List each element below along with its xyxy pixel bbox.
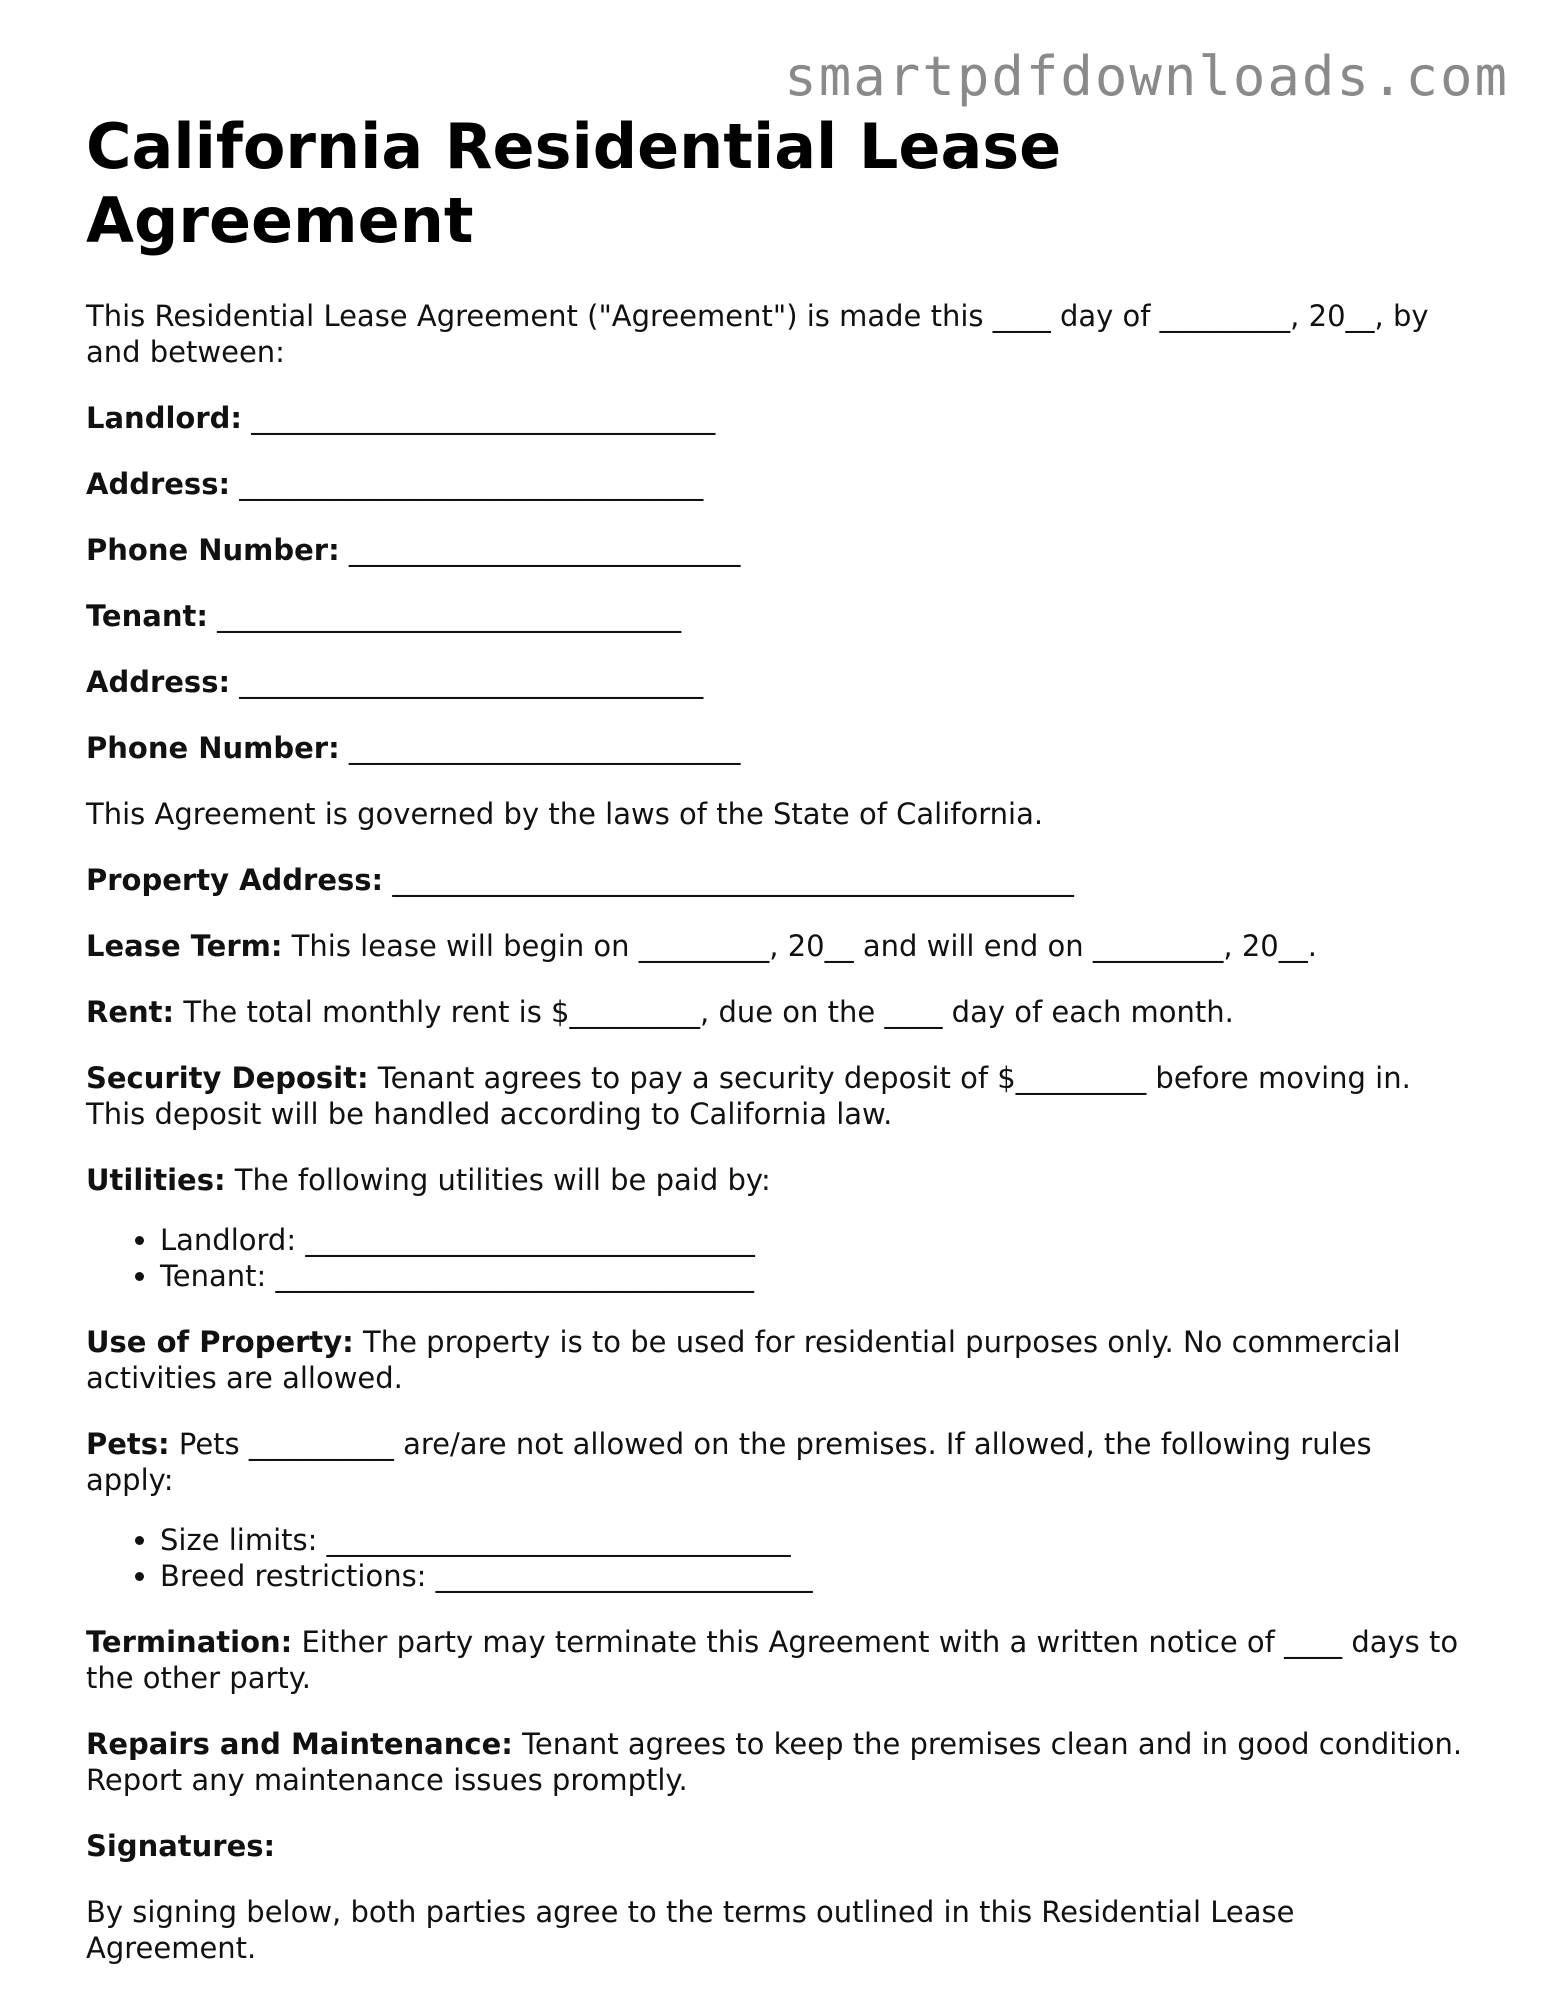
field-label: Landlord: xyxy=(86,401,242,435)
termination-section xyxy=(86,1624,1466,1696)
field-label: Address: xyxy=(86,467,231,501)
section-label: Repairs and Maintenance: xyxy=(86,1727,513,1761)
section-label: Security Deposit: xyxy=(86,1061,369,1095)
section-text: Tenant agrees to keep the premises clean and in good condition. Report any maintenance issues promptly. xyxy=(86,1727,1463,1797)
page-title: California Residential Lease Agreement xyxy=(86,110,1062,257)
intro-paragraph: This Residential Lease Agreement ("Agreement") is made this ____ day of _________, 20__, by and between: xyxy=(86,299,1429,369)
section-label: Use of Property: xyxy=(86,1325,354,1359)
section-label: Rent: xyxy=(86,995,175,1029)
repairs-section xyxy=(86,1726,1466,1798)
use-of-property-section xyxy=(86,1324,1466,1396)
field-blank: ___________________________ xyxy=(339,731,741,765)
watermark: smartpdfdownloads.com xyxy=(784,45,1509,108)
tenant-address-field xyxy=(86,664,1466,700)
utilities-section xyxy=(86,1162,1466,1198)
field-blank: ________________________________ xyxy=(230,665,704,699)
section-text: Pets __________ are/are not allowed on the premises. If allowed, the following rules apply: xyxy=(86,1427,1372,1497)
landlord-phone-field xyxy=(86,532,1466,568)
list-item: • Size limits: ________________________________ xyxy=(160,1522,1466,1558)
list-item: • Landlord: _______________________________ xyxy=(160,1222,1466,1258)
lease-term-section xyxy=(86,928,1466,964)
section-text: Tenant agrees to pay a security deposit of $_________ before moving in. This deposit will be handled according to California law. xyxy=(86,1061,1411,1131)
section-label: Signatures: xyxy=(86,1829,276,1863)
section-text: The total monthly rent is $_________, due on the ____ day of each month. xyxy=(174,995,1234,1029)
field-label: Phone Number: xyxy=(86,731,340,765)
field-label: Address: xyxy=(86,665,231,699)
pets-section xyxy=(86,1426,1466,1498)
pets-rules-list xyxy=(86,1522,1466,1594)
section-label: Utilities: xyxy=(86,1163,226,1197)
section-label: Property Address: xyxy=(86,863,384,897)
security-deposit-section xyxy=(86,1060,1466,1132)
section-text: The following utilities will be paid by: xyxy=(225,1163,771,1197)
section-label: Termination: xyxy=(86,1625,293,1659)
section-label: Lease Term: xyxy=(86,929,283,963)
field-blank: ________________________________ xyxy=(207,599,682,633)
section-text: Either party may terminate this Agreement with a written notice of ____ days to the other party. xyxy=(86,1625,1459,1695)
section-label: Pets: xyxy=(86,1427,170,1461)
field-blank: ___________________________ xyxy=(339,533,741,567)
signatures-heading xyxy=(86,1828,1466,1864)
list-item: • Tenant: _________________________________ xyxy=(160,1258,1466,1294)
field-label: Tenant: xyxy=(86,599,208,633)
section-text: The property is to be used for residential purposes only. No commercial activities are allowed. xyxy=(86,1325,1401,1395)
landlord-name-field xyxy=(86,400,1466,436)
list-item: • Breed restrictions: __________________________ xyxy=(160,1558,1466,1594)
field-blank: ________________________________ xyxy=(230,467,704,501)
signatures-paragraph: By signing below, both parties agree to the terms outlined in this Residential Lease Agreement. xyxy=(86,1895,1295,1965)
governing-law-paragraph: This Agreement is governed by the laws of the State of California. xyxy=(86,797,1044,831)
utilities-list xyxy=(86,1222,1466,1294)
lease-document xyxy=(86,110,1466,1996)
field-label: Phone Number: xyxy=(86,533,340,567)
section-text: This lease will begin on _________, 20__ and will end on _________, 20__. xyxy=(282,929,1317,963)
rent-section xyxy=(86,994,1466,1030)
tenant-phone-field xyxy=(86,730,1466,766)
property-address-field xyxy=(86,862,1466,898)
landlord-address-field xyxy=(86,466,1466,502)
field-blank: _______________________________________________ xyxy=(383,863,1074,897)
field-blank: ________________________________ xyxy=(241,401,716,435)
tenant-name-field xyxy=(86,598,1466,634)
